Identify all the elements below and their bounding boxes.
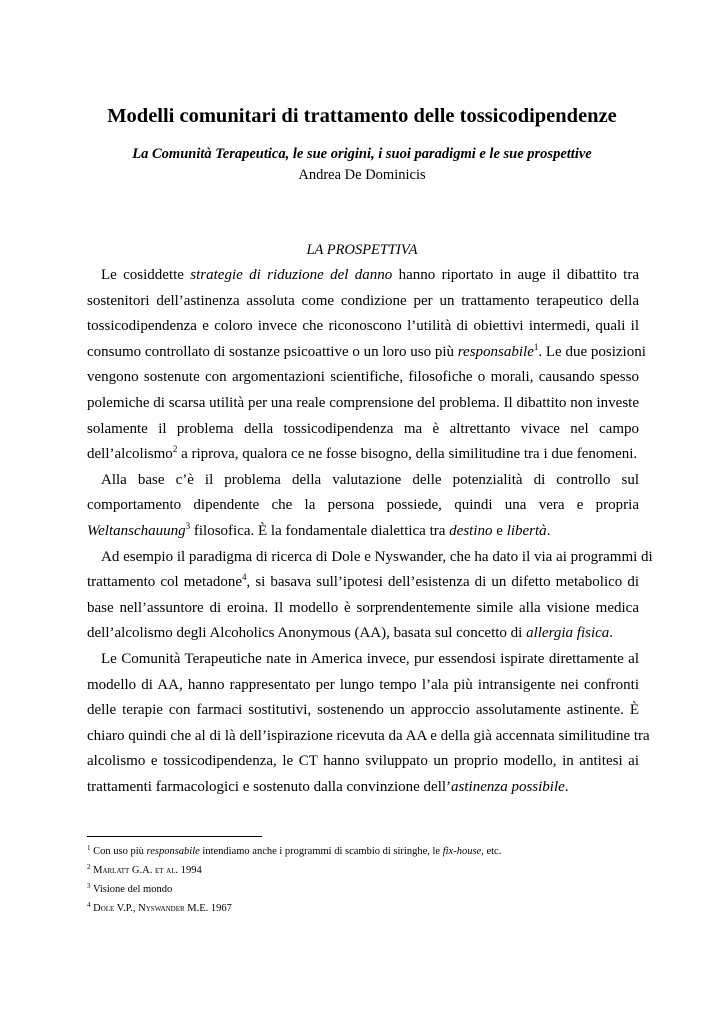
paragraph-4-line-2: modello di AA, hanno rappresentato per lungo tempo l’ala più intransigente nei confronti [87,676,639,693]
document-subtitle: La Comunità Terapeutica, le sue origini, i suoi paradigmi e le sue prospettive [132,146,592,162]
paragraph-1-line-8 [87,442,639,468]
italic-run: allergia fisica [526,625,610,642]
text-run: trattamenti farmacologici e sostenuto dalla convinzione dell’ [87,778,452,795]
text-run: consumo controllato di sostanze psicoattive o un loro uso più [87,343,458,360]
paragraph-4-line-4: chiaro quindi che al di là dell’ispirazione ricevuta da AA e della già accennata similitudine tra [87,727,650,744]
paragraph-1-line-1 [87,263,639,289]
body-text [87,263,653,800]
footnote-1 [87,842,639,861]
paragraph-1-line-5: vengono sostenute con argomentazioni scientifiche, filosofiche o morali, causando spesso [87,369,639,386]
italic-run: Weltanschauung [87,522,186,539]
footnote-4 [87,899,639,918]
text-run: Con uso più [93,846,147,857]
et-al: et al. [154,865,179,876]
paragraph-2-line-1: Alla base c’è il problema della valutazione delle potenzialità di controllo sul [101,471,639,488]
footnote-ref[interactable]: 2 [172,444,178,455]
text-run: trattamento col metadone [87,574,243,591]
footnote-ref[interactable]: 3 [185,520,191,531]
paragraph-1-line-2: sostenitori dell’astinenza assoluta come condizione per un trattamento terapeutico della [87,292,639,309]
document-title: Modelli comunitari di trattamento delle tossicodipendenze [107,105,617,127]
text-run: Le cosiddette [101,267,191,283]
text-run: . Le due posizioni [538,343,646,360]
paragraph-4-line-5: alcolismo e tossicodipendenza, le CT hanno sviluppato un proprio modello, in antitesi ai [87,753,639,770]
italic-run: destino [449,522,493,539]
text-run: e [492,522,507,539]
footnote-ref[interactable]: 1 [533,341,539,352]
italic-run: libertà [506,522,547,539]
italic-run: responsabile [457,343,534,360]
text-run: G.A. [129,865,155,876]
text-run: , si basava sull’ipotesi dell’esistenza di un difetto metabolico di [246,574,639,591]
paragraph-3-line-3: base nell’assuntore di eroina. Il modello è sorprendentemente simile alla visione medica [87,599,639,616]
text-run: a riprova, qualora ce ne fosse bisogno, della similitudine tra i due fenomeni. [177,446,638,463]
paragraph-3-line-2 [87,570,639,596]
paragraph-1-line-7: solamente il problema della tossicodipendenza ma è altrettanto vivace nel campo [87,420,639,437]
paragraph-3-line-1: Ad esempio il paradigma di ricerca di Dole e Nyswander, che ha dato il via ai programmi di [101,548,653,565]
text-run: . [609,625,614,642]
italic-run: fix-house [442,846,482,857]
paragraph-1-line-4 [87,340,646,366]
footnote-2 [87,861,639,880]
text-run: , etc. [481,846,502,857]
text-run: M.E. 1967 [184,903,232,914]
text-run: . [564,778,569,795]
footnote-ref[interactable]: 4 [242,572,247,583]
paragraph-1-line-3: tossicodipendenza e coloro invece che riconoscono l’utilità di obiettivi intermedi, quali il [87,318,639,335]
footnote-number: 4 [87,901,91,909]
paragraph-4-line-6 [87,775,639,801]
paragraph-4-line-1: Le Comunità Terapeutiche nate in America invece, pur essendosi ispirate direttamente al [101,650,639,667]
text-run: hanno riportato in auge il dibattito tra [392,267,639,283]
text-run: dell’alcolismo [87,446,173,463]
paragraph-3-line-4 [87,621,639,647]
author-surname: Nyswander [138,903,185,914]
author-surname: Marlatt [93,865,130,876]
text-run: . [546,522,551,539]
text-run: filosofica. È la fondamentale dialettica tra [190,522,450,539]
footnotes [87,842,639,918]
paragraph-1-line-6: polemiche di scarsa utilità per una reale comprensione del problema. Il dibattito non investe [87,394,639,411]
paragraph-4-line-3: delle terapie con farmaci sostitutivi, sostenendo un approccio assolutamente astinente. È [87,702,639,719]
italic-run: astinenza possibile [451,778,565,795]
paragraph-2-line-3 [87,519,639,545]
footnote-number: 2 [87,863,91,871]
italic-run: responsabile [146,846,200,857]
section-title: LA PROSPETTIVA [306,242,418,258]
text-run: dell’alcolismo degli Alcoholics Anonymous (AA), basata sul concetto di [87,625,527,642]
footnote-number: 3 [87,882,91,890]
text-run: intendiamo anche i programmi di scambio di siringhe, le [199,846,443,857]
footnote-separator [87,836,262,837]
text-run: Visione del mondo [92,884,173,895]
author-name: Andrea De Dominicis [298,167,426,183]
italic-run: strategie di riduzione del danno [190,267,393,283]
text-run: V.P., [114,903,139,914]
footnote-3 [87,880,639,899]
text-run: 1994 [178,865,202,876]
author-surname: Dole [93,903,115,914]
paragraph-2-line-2: comportamento dipendente che la persona possiede, quindi una vera e propria [87,497,639,514]
footnote-number: 1 [87,844,91,852]
